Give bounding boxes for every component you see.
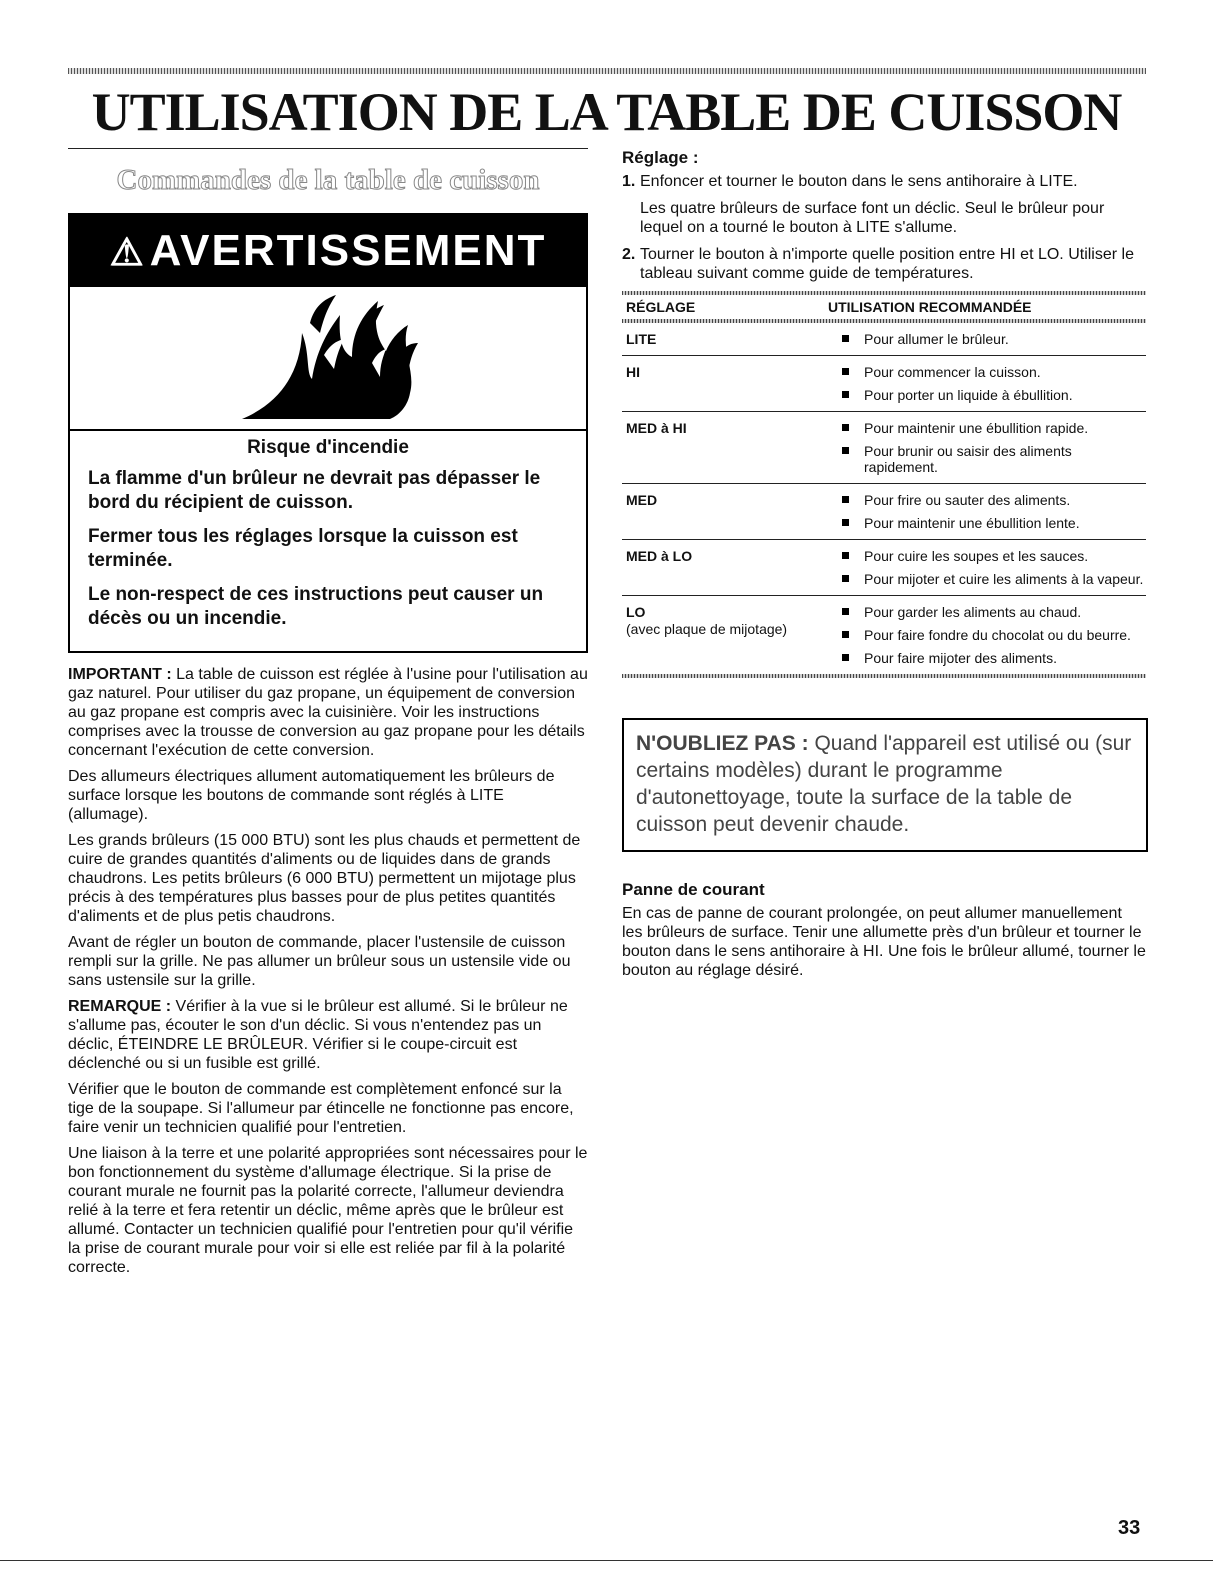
steps-list (622, 172, 1146, 283)
power-failure-text: En cas de panne de courant prolongée, on peut allumer manuellement les brûleurs de surface. Tenir une allumette près d'un brûleur et tourner le bouton dans le sens antihoraire à HI. Une fois le brûleur allumé, tourner le bouton au réglage désiré. (622, 905, 1146, 979)
use-item: Pour cuire les soupes et les sauces. (828, 548, 1146, 564)
left-column (68, 148, 588, 1284)
use-item: Pour faire mijoter des aliments. (828, 650, 1146, 666)
table-row (622, 484, 1146, 540)
top-rule (68, 68, 1146, 74)
warning-triangle-icon: ⚠ (109, 232, 146, 274)
warning-banner (70, 215, 586, 287)
remarque-text: Vérifier à la vue si le brûleur est allumé. Si le brûleur ne s'allume pas, écouter le son d'un déclic. Si vous n'entendez pas un déclic, ÉTEINDRE LE BRÛLEUR. Vérifier si le coupe-circuit est déclenché ou si un fusible est grillé. (68, 998, 568, 1072)
remarque-paragraph (68, 997, 588, 1073)
use-item: Pour mijoter et cuire les aliments à la vapeur. (828, 571, 1146, 587)
section-rule (68, 148, 588, 149)
reminder-label: N'OUBLIEZ PAS : (636, 732, 809, 755)
use-item: Pour commencer la cuisson. (828, 364, 1146, 380)
warning-text-consequence: Le non-respect de ces instructions peut causer un décès ou un incendie. (88, 584, 544, 629)
flame-area (70, 287, 586, 431)
use-item: Pour porter un liquide à ébullition. (828, 387, 1146, 403)
use-item: Pour garder les aliments au chaud. (828, 604, 1146, 620)
use-item: Pour faire fondre du chocolat ou du beurre. (828, 627, 1146, 643)
grounding-paragraph: Une liaison à la terre et une polarité appropriées sont nécessaires pour le bon fonctionnement du système d'allumage électrique. Si la prise de courant murale ne fournit pas la polarité correcte, l'allumeur deviendra relié à la terre et fera retentir un déclic, même après que le brûleur est allumé. Contacter un technicien qualifié pour l'entretien pour qu'il vérifie la prise de courant murale pour voir si elle est reliée par fil à la polarité correcte. (68, 1145, 588, 1276)
before-setting-paragraph: Avant de régler un bouton de commande, placer l'ustensile de cuisson rempli sur la grille. Ne pas allumer un brûleur sous un ustensile vide ou sans ustensile sur la grille. (68, 934, 571, 989)
reglage-title: Réglage : (622, 148, 699, 167)
step-text: Tourner le bouton à n'importe quelle position entre HI et LO. Utiliser le tableau suivant comme guide de températures. (640, 246, 1134, 282)
table-row (622, 356, 1146, 412)
verify-paragraph: Vérifier que le bouton de commande est complètement enfoncé sur la tige de la soupape. Si l'allumeur par étincelle ne fonctionne pas encore, faire venir un technicien qualifié pour l'entretien. (68, 1081, 574, 1136)
use-cell (824, 412, 1146, 484)
use-item: Pour frire ou sauter des aliments. (828, 492, 1146, 508)
important-label: IMPORTANT : (68, 666, 172, 683)
use-item: Pour allumer le brûleur. (828, 331, 1146, 347)
section-title: Commandes de la table de cuisson (116, 164, 540, 196)
setting-cell: LO (avec plaque de mijotage) (622, 596, 824, 675)
page-number: 33 (1118, 1517, 1141, 1539)
step-number: 2. (622, 246, 636, 263)
igniters-paragraph: Des allumeurs électriques allument automatiquement les brûleurs de surface lorsque les boutons de commande sont réglés à LITE (allumage). (68, 768, 555, 823)
warning-box (68, 213, 588, 653)
burners-paragraph: Les grands brûleurs (15 000 BTU) sont les plus chauds et permettent de cuire de grandes quantités d'aliments ou de liquides dans de grands chaudrons. Les petits brûleurs (6 000 BTU) permettent un mijotage plus précis à des températures plus basses pour de plus petites quantités d'aliments et de plus petis chaudrons. (68, 832, 581, 925)
table-row (622, 412, 1146, 484)
setting-cell: HI (622, 356, 824, 412)
use-cell (824, 596, 1146, 675)
use-cell (824, 323, 1146, 356)
reminder-body: Quand l'appareil est utilisé ou (sur certains modèles) durant le programme d'autonettoyage, toute la surface de la table de cuisson peut devenir chaude. (636, 732, 1132, 836)
step-item (622, 172, 1146, 237)
column-header-use: UTILISATION RECOMMANDÉE (828, 299, 1032, 315)
warning-banner-label: AVERTISSEMENT (149, 226, 547, 275)
page-title: UTILISATION DE LA TABLE DE CUISSON (91, 82, 1122, 142)
table-bottom-rule (622, 674, 1146, 678)
warning-text-close: Fermer tous les réglages lorsque la cuisson est terminée. (88, 526, 518, 571)
right-column (622, 148, 1146, 987)
warning-body (70, 431, 586, 651)
step-number: 1. (622, 173, 636, 190)
use-cell (824, 540, 1146, 596)
step-text: Enfoncer et tourner le bouton dans le sens antihoraire à LITE. (640, 173, 1078, 190)
settings-table (622, 295, 1146, 674)
use-cell (824, 484, 1146, 540)
setting-cell: MED à LO (622, 540, 824, 596)
use-item: Pour maintenir une ébullition rapide. (828, 420, 1146, 436)
use-item: Pour maintenir une ébullition lente. (828, 515, 1146, 531)
use-cell (824, 356, 1146, 412)
column-header-setting: RÉGLAGE (626, 299, 696, 315)
setting-cell: MED (622, 484, 824, 540)
important-text: La table de cuisson est réglée à l'usine pour l'utilisation au gaz naturel. Pour utiliser du gaz propane, un équipement de conversion au gaz propane est compris avec la cuisinière. Voir les instructions comprises avec la trousse de conversion au gaz propane pour les détails concernant l'exécution de cette conversion. (68, 666, 588, 759)
use-item: Pour brunir ou saisir des aliments rapidement. (828, 443, 1146, 475)
step-item (622, 245, 1146, 283)
step-subtext: Les quatre brûleurs de surface font un déclic. Seul le brûleur pour lequel on a tourné le bouton à LITE s'allume. (640, 200, 1105, 236)
remarque-label: REMARQUE : (68, 998, 172, 1015)
setting-cell: LITE (622, 323, 824, 356)
reminder-box (622, 718, 1148, 852)
reminder-text (636, 730, 1134, 838)
warning-text-flame: La flamme d'un brûleur ne devrait pas dépasser le bord du récipient de cuisson. (88, 468, 541, 513)
power-failure-title: Panne de courant (622, 880, 765, 899)
table-row (622, 540, 1146, 596)
setting-note: (avec plaque de mijotage) (626, 621, 788, 637)
table-row (622, 323, 1146, 356)
table-row (622, 596, 1146, 675)
bottom-rule (0, 1560, 1213, 1561)
setting-cell: MED à HI (622, 412, 824, 484)
fire-hazard-icon (240, 293, 420, 421)
table-header-row (622, 295, 1146, 319)
risk-title: Risque d'incendie (247, 437, 409, 458)
important-paragraph (68, 665, 588, 760)
